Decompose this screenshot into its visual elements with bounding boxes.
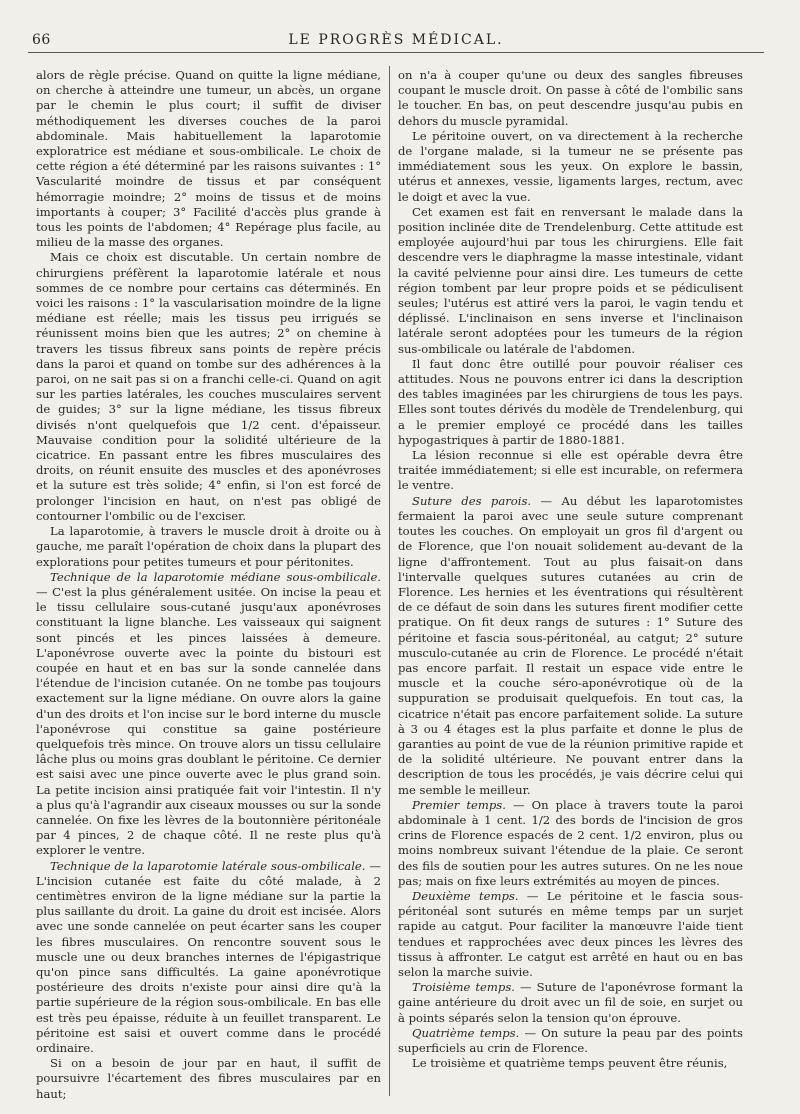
paragraph-text: — Au début les laparotomistes fermaient la paroi avec une seule suture comprenant toutes les couches. On employait un gros fil d'argent ou de Florence, que l'on nouait solidement au-devant de la ligne d'affrontement. Tout au plus faisait-on dans l'intervalle quelques sutures cutanées au crin de Florence. Les hernies et les éventrations qui résultèrent de ce défaut de soin dans les sutures firent modifier cette pratique. On fit deux rangs de sutures : 1° Suture des péritoine et fascia sous-péritonéal, au catgut; 2° suture musculo-cutanée au crin de Florence. Le procédé n'était pas encore parfait. Il restait un espace vide entre le muscle et la couche séro-aponévrotique où de la suppuration se produisait quelquefois. En tout cas, la cicatrice n'était pas encore parfaitement solide. La suture à 3 ou 4 étages est la plus parfaite et donne le plus de garanties au point de vue de la réunion primitive rapide et de la solidité ultérieure. Ne pouvant entrer dans la description de tous les procédés, je vais décrire celui qui me semble le meilleur. <box>398 493 743 797</box>
paragraph-text: on n'a à couper qu'une ou deux des sangles fibreuses coupant le muscle droit. On passe à côté de l'ombilic sans le toucher. En bas, on peut descendre jusqu'au pubis en dehors du muscle pyramidal. <box>398 68 743 128</box>
section-lead: Premier temps. <box>412 797 506 812</box>
paragraph <box>398 205 743 357</box>
paragraph-text: La laparotomie, à travers le muscle droit à droite ou à gauche, me paraît l'opération de choix dans la plupart des explorations pour petites tumeurs et pour péritonites. <box>36 524 381 569</box>
paragraph <box>36 1056 381 1102</box>
paragraph <box>398 1056 743 1071</box>
paragraph <box>398 889 743 980</box>
section-lead: Technique de la laparotomie médiane sous-ombilicale. <box>50 569 381 584</box>
paragraph <box>398 798 743 889</box>
left-column <box>36 68 381 1102</box>
column-divider <box>389 66 390 1096</box>
paragraph-text: — Le péritoine et le fascia sous-péritonéal sont suturés en même temps par un surjet rapide au catgut. Pour faciliter la manœuvre l'aide tient tendues et rapprochées avec deux pinces les lèvres des tissus à affronter. Le catgut est arrêté en haut ou en bas selon la marche suivie. <box>398 888 743 979</box>
paragraph <box>398 357 743 448</box>
paragraph <box>36 524 381 570</box>
paragraph-text: Cet examen est fait en renversant le malade dans la position inclinée dite de Trendelenburg. Cette attitude est employée aujourd'hui par tous les chirurgiens. Elle fait descendre vers le diaphragme la masse intestinale, vidant la cavité pelvienne pour ainsi dire. Les tumeurs de cette région tombent par leur propre poids et se pédiculisent seules; l'utérus est attiré vers la paroi, le vagin tendu et déplissé. L'inclinaison en sens inverse et l'inclinaison latérale seront adoptées pour les tumeurs de la région sus-ombilicale ou latérale de l'abdomen. <box>398 204 743 356</box>
section-lead: Quatrième temps. <box>412 1025 520 1040</box>
page-header <box>28 30 764 53</box>
paragraph-text: — L'incision cutanée est faite du côté malade, à 2 centimètres environ de la ligne médiane sur la partie la plus saillante du droit. La gaine du droit est incisée. Alors avec une sonde cannelée on peut écarter sans les couper les fibres musculaires. On rencontre souvent sous le muscle une ou deux branches internes de l'épigastrique qu'on pince sans difficultés. La gaine aponévrotique postérieure des droits n'existe pour ainsi dire qu'à la partie supérieure de la région sous-ombilicale. En bas elle est très peu épaisse, réduite à un feuillet transparent. Le péritoine est saisi et ouvert comme dans le procédé ordinaire. <box>36 858 382 1055</box>
paragraph <box>36 570 381 859</box>
paragraph <box>398 448 743 494</box>
section-lead: Technique de la laparotomie latérale sous-ombilicale. <box>50 858 366 873</box>
paragraph-text: — Suture de l'aponévrose formant la gaine antérieure du droit avec un fil de soie, en surjet ou à points séparés selon la tension qu'on éprouve. <box>398 980 744 1025</box>
paragraph <box>398 494 743 798</box>
paragraph-text: La lésion reconnue si elle est opérable devra être traitée immédiatement; si elle est incurable, on refermera le ventre. <box>398 448 743 493</box>
paragraph-text: alors de règle précise. Quand on quitte la ligne médiane, on cherche à atteindre une tumeur, un abcès, un organe par le chemin le plus court; il suffit de diviser méthodiquement les diverses couches de la paroi abdominale. Mais habituellement la laparotomie exploratrice est médiane et sous-ombilicale. Le choix de cette région a été déterminé par les raisons suivantes : 1° Vascularité moindre de tissus et par conséquent hémorragie moindre; 2° moins de tissus et de moins importants à couper; 3° Facilité d'accès plus grande à tous les points de l'abdomen; 4° Repérage plus facile, au milieu de la masse des organes. <box>36 68 381 250</box>
section-lead: Troisième temps. <box>412 980 515 995</box>
paragraph <box>398 129 743 205</box>
paragraph <box>36 68 381 250</box>
section-lead: Deuxième temps. <box>412 888 519 903</box>
journal-title: LE PROGRÈS MÉDICAL. <box>288 32 504 48</box>
paragraph-text: — C'est la plus généralement usitée. On incise la peau et le tissu cellulaire sous-cutané jusqu'aux aponévroses constituant la ligne blanche. Les vaisseaux qui saignent sont pincés et les pinces laissées à demeure. L'aponévrose ouverte avec la pointe du bistouri est coupée en haut et en bas sur la sonde cannelée dans l'étendue de l'incision cutanée. On ne tombe pas toujours exactement sur la ligne médiane. On ouvre alors la gaine d'un des droits et l'on incise sur le bord interne du muscle l'aponévrose qui constitue sa gaine postérieure quelquefois très mince. On trouve alors un tissu cellulaire lâche plus ou moins gras doublant le péritoine. Ce dernier est saisi avec une pince ouverte avec le plus grand soin. La petite incision ainsi pratiquée fait voir l'intestin. Il n'y a plus qu'à l'agrandir aux ciseaux mousses ou sur la sonde cannelée. On fixe les lèvres de la boutonnière péritonéale par 4 pinces, 2 de chaque côté. Il ne reste plus qu'à explorer le ventre. <box>36 584 381 858</box>
paragraph-text: Le péritoine ouvert, on va directement à la recherche de l'organe malade, si la tumeur ne se présente pas immédiatement sous les yeux. On explore le bassin, utérus et annexes, vessie, ligaments larges, rectum, avec le doigt et avec la vue. <box>398 128 743 204</box>
paragraph-text: Le troisième et quatrième temps peuvent être réunis, <box>412 1056 728 1071</box>
paragraph-text: Il faut donc être outillé pour pouvoir réaliser ces attitudes. Nous ne pouvons entrer ici dans la description des tables imaginées par les chirurgiens de tous les pays. Elles sont toutes dérivés du modèle de Trendelenburg, qui a le premier employé ce procédé dans les tailles hypogastriques à partir de 1880-1881. <box>398 356 743 447</box>
paragraph <box>398 1026 743 1056</box>
paragraph <box>398 980 743 1026</box>
section-lead: Suture des parois. <box>412 493 532 508</box>
paragraph-text: Si on a besoin de jour par en haut, il suffit de poursuivre l'écartement des fibres musculaires par en haut; <box>36 1056 381 1101</box>
page-number: 66 <box>32 32 51 48</box>
paragraph-text: — On suture la peau par des points superficiels au crin de Florence. <box>398 1025 744 1055</box>
paragraph <box>36 250 381 524</box>
paragraph-text: — On place à travers toute la paroi abdominale à 1 cent. 1/2 des bords de l'incision de gros crins de Florence espacés de 2 cent. 1/2 environ, plus ou moins nombreux suivant l'étendue de la plaie. Ce seront des fils de soutien pour les autres sutures. On ne les noue pas; mais on fixe leurs extrémités au moyen de pinces. <box>398 797 743 888</box>
paragraph-text: Mais ce choix est discutable. Un certain nombre de chirurgiens préfèrent la laparotomie latérale et nous sommes de ce nombre pour certains cas déterminés. En voici les raisons : 1° la vascularisation moindre de la ligne médiane est réelle; mais les tissus peu irrigués se réunissent moins bien que les autres; 2° on chemine à travers les tissus fibreux sans points de repère précis dans la paroi et quand on tombe sur des adhérences à la paroi, on ne sait pas si on a franchi celle-ci. Quand on agit sur les parties latérales, les couches musculaires servent de guides; 3° sur la ligne médiane, les tissus fibreux divisés n'ont quelquefois que 1/2 cent. d'épaisseur. Mauvaise condition pour la solidité ultérieure de la cicatrice. En passant entre les fibres musculaires des droits, on réunit ensuite des muscles et des aponévroses et la suture est très solide; 4° enfin, si l'on est forcé de prolonger l'incision en haut, on n'est pas obligé de contourner l'ombilic ou de l'exciser. <box>36 250 381 523</box>
paragraph <box>398 68 743 129</box>
paragraph <box>36 859 381 1057</box>
right-column <box>398 68 743 1071</box>
